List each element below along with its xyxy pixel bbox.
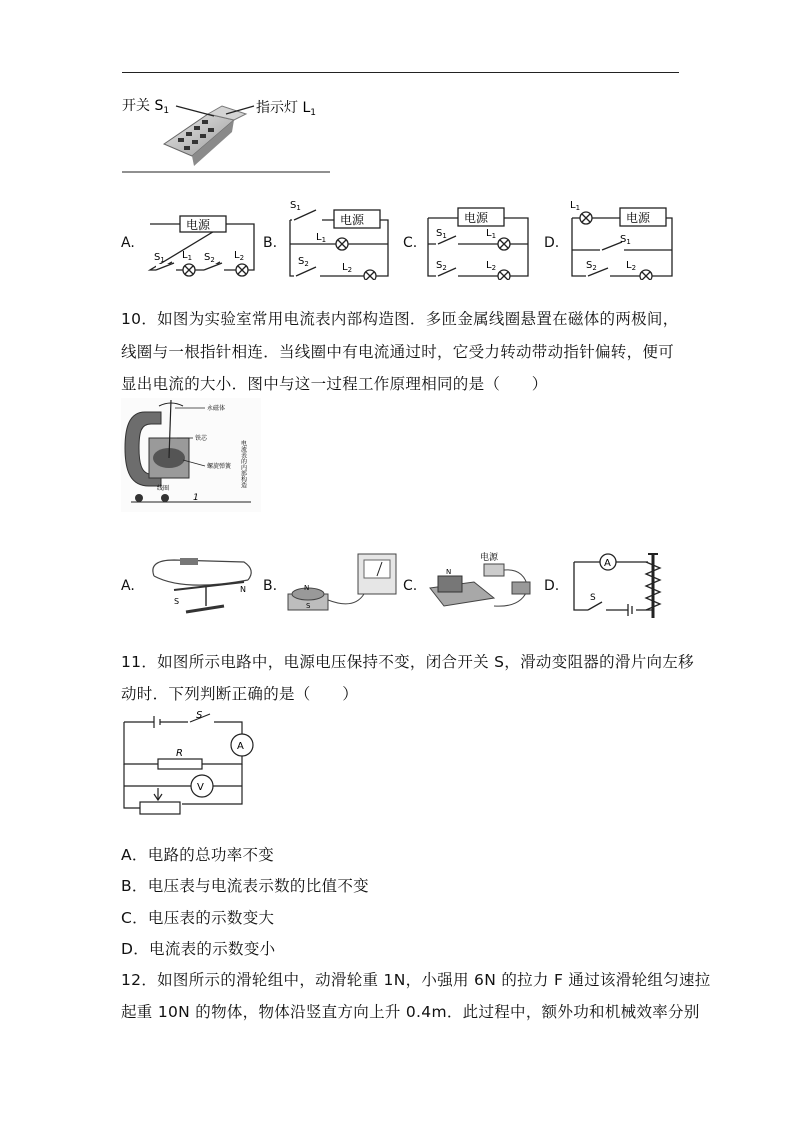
s2-label: $S_2$ xyxy=(298,256,309,268)
n-pole-label: N xyxy=(304,584,310,592)
power-strip-image xyxy=(122,92,332,174)
ammeter-label: A xyxy=(237,741,244,752)
q9-circuit-b xyxy=(284,196,394,280)
q10-line-1: 10．如图为实验室常用电流表内部构造图．多匝金属线圈悬置在磁体的两极间， xyxy=(121,310,679,328)
l1-label: $L_1$ xyxy=(182,250,193,262)
spring-label: 螺旋弹簧 xyxy=(207,463,232,470)
q10-option-c-figure xyxy=(424,548,539,618)
l2-label: $L_2$ xyxy=(234,250,245,262)
l2-label: $L_2$ xyxy=(486,260,497,272)
source-label: 电源 xyxy=(480,553,499,563)
switch-label: 开关 $S_1$ xyxy=(122,98,170,116)
q11-line-1: 11．如图所示电路中，电源电压保持不变，闭合开关 S，滑动变阻器的滑片向左移 xyxy=(121,653,694,671)
s-pole-label: S xyxy=(306,602,311,610)
switch-s-label: S xyxy=(196,710,203,721)
l2-label: $L_2$ xyxy=(342,262,353,274)
q9-option-a[interactable]: A. xyxy=(121,235,135,251)
q12-line-2: 起重 10N 的物体，物体沿竖直方向上升 0.4m．此过程中，额外功和机械效率分别 xyxy=(121,1003,700,1021)
voltmeter-label: V xyxy=(197,782,204,793)
l1-label: $L_1$ xyxy=(570,200,581,212)
q9-circuit-c xyxy=(424,204,534,280)
q10-option-a[interactable]: A. xyxy=(121,578,135,594)
q12-line-1: 12．如图所示的滑轮组中，动滑轮重 1N，小强用 6N 的拉力 F 通过该滑轮组匀速拉 xyxy=(121,971,711,989)
q10-option-a-figure xyxy=(144,550,259,618)
core-label: 铁芯 xyxy=(195,435,208,442)
q11-choice-d[interactable]: D．电流表的示数变小 xyxy=(121,940,276,958)
q9-circuit-a xyxy=(146,208,261,280)
source-label: 电源 xyxy=(626,211,651,225)
q9-option-c[interactable]: C. xyxy=(403,235,418,251)
source-label: 电源 xyxy=(464,211,489,225)
l1-label: $L_1$ xyxy=(486,228,497,240)
q11-choice-a[interactable]: A．电路的总功率不变 xyxy=(121,846,275,864)
s2-label: $S_2$ xyxy=(436,260,447,272)
coil-label: 线圈 xyxy=(157,485,170,492)
l1-label: $L_1$ xyxy=(316,232,327,244)
l2-label: $L_2$ xyxy=(626,260,637,272)
ammeter-label: A xyxy=(604,558,611,569)
n-pole-label: N xyxy=(446,568,452,576)
q10-line-3: 显出电流的大小．图中与这一过程工作原理相同的是（ ） xyxy=(121,375,548,393)
s1-label: $S_1$ xyxy=(620,234,631,246)
s2-label: $S_2$ xyxy=(204,252,215,264)
ammeter-structure-figure xyxy=(121,398,261,512)
header-rule xyxy=(122,72,679,73)
n-pole-label: N xyxy=(240,585,246,594)
s1-label: $S_1$ xyxy=(290,200,301,212)
q10-option-d[interactable]: D. xyxy=(544,578,560,594)
q9-option-b[interactable]: B. xyxy=(263,235,278,251)
s1-label: $S_1$ xyxy=(436,228,447,240)
q10-option-b-figure xyxy=(284,550,399,618)
lamp-label: 指示灯 $L_1$ xyxy=(256,100,316,118)
q11-line-2: 动时．下列判断正确的是（ ） xyxy=(121,685,359,703)
figure-number: 1 xyxy=(193,493,199,503)
s-pole-label: S xyxy=(174,597,180,606)
s2-label: $S_2$ xyxy=(586,260,597,272)
s1-label: $S_1$ xyxy=(154,252,165,264)
q11-choice-b[interactable]: B．电压表与电流表示数的比值不变 xyxy=(121,877,369,895)
vertical-caption: 电流表的内部构造 xyxy=(239,440,247,488)
source-label: 电源 xyxy=(340,213,365,227)
resistor-label: R xyxy=(176,748,183,759)
q10-option-d-figure xyxy=(566,548,681,618)
q10-option-c[interactable]: C. xyxy=(403,578,418,594)
power-strip-figure xyxy=(122,92,332,174)
source-label: 电源 xyxy=(186,218,211,232)
q10-line-2: 线圈与一根指针相连．当线圈中有电流通过时，它受力转动带动指针偏转，便可 xyxy=(121,343,675,361)
q9-option-d[interactable]: D. xyxy=(544,235,560,251)
q11-choice-c[interactable]: C．电压表的示数变大 xyxy=(121,909,275,927)
q9-circuit-d xyxy=(566,198,678,280)
q11-circuit xyxy=(118,708,264,826)
magnet-label: 永磁体 xyxy=(207,405,226,412)
q10-option-b[interactable]: B. xyxy=(263,578,278,594)
switch-s-label: S xyxy=(590,593,596,603)
